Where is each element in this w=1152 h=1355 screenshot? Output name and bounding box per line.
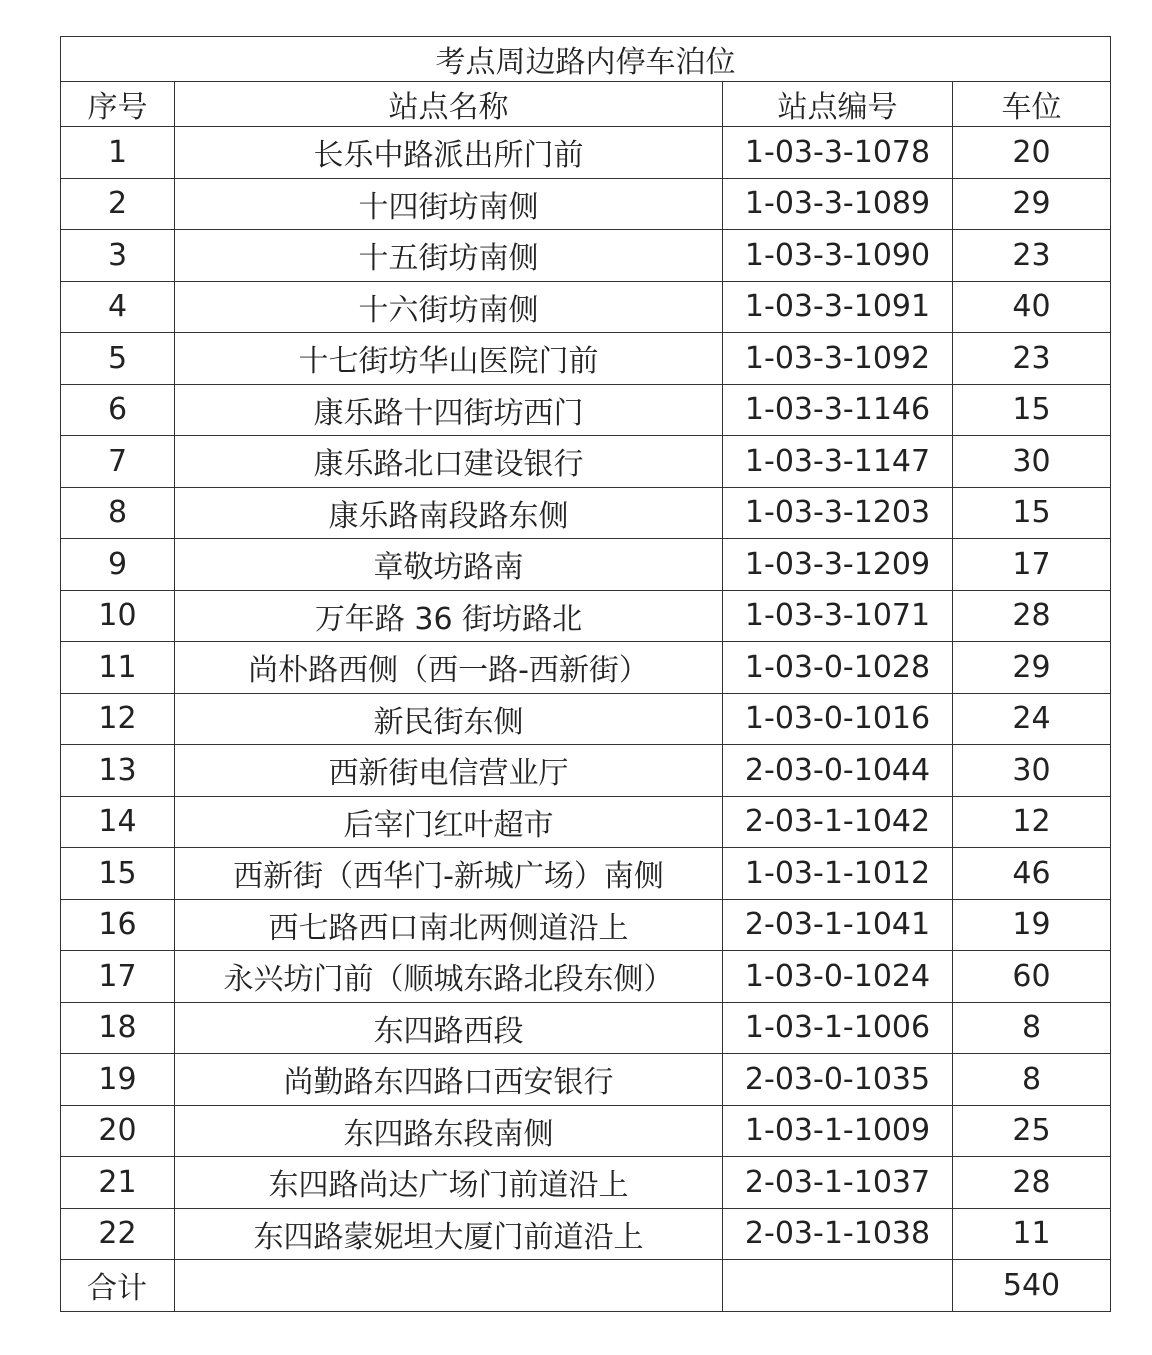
cell-index: 11 xyxy=(61,642,175,694)
table-row xyxy=(61,796,1111,848)
cell-slots: 8 xyxy=(953,1054,1111,1106)
table-title: 考点周边路内停车泊位 xyxy=(61,37,1111,82)
table-row xyxy=(61,281,1111,333)
table-row xyxy=(61,1208,1111,1260)
cell-station-name: 康乐路北口建设银行 xyxy=(175,436,723,488)
table-row xyxy=(61,1054,1111,1106)
cell-station-code: 1-03-3-1092 xyxy=(723,333,953,385)
cell-station-code: 1-03-0-1024 xyxy=(723,951,953,1003)
cell-index: 9 xyxy=(61,539,175,591)
cell-station-code: 1-03-1-1012 xyxy=(723,848,953,900)
cell-station-code: 1-03-0-1028 xyxy=(723,642,953,694)
cell-station-name: 万年路 36 街坊路北 xyxy=(175,590,723,642)
cell-station-name: 新民街东侧 xyxy=(175,693,723,745)
cell-slots: 60 xyxy=(953,951,1111,1003)
table-row xyxy=(61,848,1111,900)
cell-index: 8 xyxy=(61,487,175,539)
cell-station-name: 西七路西口南北两侧道沿上 xyxy=(175,899,723,951)
cell-index: 3 xyxy=(61,230,175,282)
cell-index: 2 xyxy=(61,178,175,230)
cell-station-code: 1-03-3-1089 xyxy=(723,178,953,230)
cell-index: 1 xyxy=(61,127,175,179)
cell-station-code: 1-03-3-1209 xyxy=(723,539,953,591)
cell-station-name: 尚朴路西侧（西一路-西新街） xyxy=(175,642,723,694)
cell-slots: 19 xyxy=(953,899,1111,951)
cell-slots: 46 xyxy=(953,848,1111,900)
cell-slots: 24 xyxy=(953,693,1111,745)
cell-station-name: 十七街坊华山医院门前 xyxy=(175,333,723,385)
cell-slots: 29 xyxy=(953,178,1111,230)
cell-index: 22 xyxy=(61,1208,175,1260)
cell-station-code: 1-03-1-1009 xyxy=(723,1105,953,1157)
cell-station-name: 十五街坊南侧 xyxy=(175,230,723,282)
header-slots: 车位 xyxy=(953,82,1111,127)
cell-index: 6 xyxy=(61,384,175,436)
cell-station-code: 1-03-3-1078 xyxy=(723,127,953,179)
table-header-row xyxy=(61,82,1111,127)
cell-station-name: 十六街坊南侧 xyxy=(175,281,723,333)
cell-slots: 28 xyxy=(953,1157,1111,1209)
table-row xyxy=(61,1157,1111,1209)
cell-station-code: 1-03-3-1147 xyxy=(723,436,953,488)
cell-index: 17 xyxy=(61,951,175,1003)
cell-station-name: 长乐中路派出所门前 xyxy=(175,127,723,179)
cell-index: 15 xyxy=(61,848,175,900)
cell-station-name: 东四路尚达广场门前道沿上 xyxy=(175,1157,723,1209)
table-row xyxy=(61,436,1111,488)
cell-station-code: 1-03-3-1090 xyxy=(723,230,953,282)
cell-index: 4 xyxy=(61,281,175,333)
cell-station-code: 2-03-1-1038 xyxy=(723,1208,953,1260)
cell-slots: 40 xyxy=(953,281,1111,333)
total-row xyxy=(61,1260,1111,1312)
cell-slots: 15 xyxy=(953,384,1111,436)
table-row xyxy=(61,230,1111,282)
table-body xyxy=(61,127,1111,1260)
table-row xyxy=(61,127,1111,179)
total-slots: 540 xyxy=(953,1260,1111,1312)
table-row xyxy=(61,1105,1111,1157)
cell-station-name: 十四街坊南侧 xyxy=(175,178,723,230)
table-row xyxy=(61,590,1111,642)
cell-slots: 8 xyxy=(953,1002,1111,1054)
cell-station-code: 1-03-3-1203 xyxy=(723,487,953,539)
cell-station-code: 2-03-0-1035 xyxy=(723,1054,953,1106)
cell-slots: 23 xyxy=(953,333,1111,385)
cell-station-code: 1-03-3-1091 xyxy=(723,281,953,333)
cell-station-name: 西新街（西华门-新城广场）南侧 xyxy=(175,848,723,900)
table-row xyxy=(61,899,1111,951)
table-row xyxy=(61,333,1111,385)
cell-index: 18 xyxy=(61,1002,175,1054)
cell-slots: 15 xyxy=(953,487,1111,539)
cell-station-code: 2-03-1-1037 xyxy=(723,1157,953,1209)
cell-station-name: 东四路西段 xyxy=(175,1002,723,1054)
cell-station-name: 章敬坊路南 xyxy=(175,539,723,591)
cell-slots: 30 xyxy=(953,436,1111,488)
cell-slots: 25 xyxy=(953,1105,1111,1157)
cell-station-name: 康乐路十四街坊西门 xyxy=(175,384,723,436)
cell-index: 7 xyxy=(61,436,175,488)
cell-station-name: 后宰门红叶超市 xyxy=(175,796,723,848)
cell-slots: 28 xyxy=(953,590,1111,642)
parking-table xyxy=(60,36,1111,1312)
cell-index: 12 xyxy=(61,693,175,745)
cell-station-name: 尚勤路东四路口西安银行 xyxy=(175,1054,723,1106)
table-row xyxy=(61,951,1111,1003)
table-row xyxy=(61,487,1111,539)
cell-index: 14 xyxy=(61,796,175,848)
cell-slots: 23 xyxy=(953,230,1111,282)
cell-station-code: 2-03-1-1042 xyxy=(723,796,953,848)
table-row xyxy=(61,178,1111,230)
cell-index: 5 xyxy=(61,333,175,385)
header-code: 站点编号 xyxy=(723,82,953,127)
cell-index: 20 xyxy=(61,1105,175,1157)
table-row xyxy=(61,539,1111,591)
cell-station-name: 东四路东段南侧 xyxy=(175,1105,723,1157)
cell-slots: 20 xyxy=(953,127,1111,179)
table-row xyxy=(61,384,1111,436)
total-code xyxy=(723,1260,953,1312)
cell-station-code: 1-03-3-1071 xyxy=(723,590,953,642)
header-name: 站点名称 xyxy=(175,82,723,127)
cell-index: 19 xyxy=(61,1054,175,1106)
cell-station-code: 1-03-1-1006 xyxy=(723,1002,953,1054)
cell-station-name: 康乐路南段路东侧 xyxy=(175,487,723,539)
cell-slots: 29 xyxy=(953,642,1111,694)
cell-slots: 11 xyxy=(953,1208,1111,1260)
cell-index: 16 xyxy=(61,899,175,951)
cell-station-code: 2-03-0-1044 xyxy=(723,745,953,797)
cell-station-code: 1-03-3-1146 xyxy=(723,384,953,436)
cell-slots: 12 xyxy=(953,796,1111,848)
cell-index: 10 xyxy=(61,590,175,642)
total-name xyxy=(175,1260,723,1312)
table-title-row xyxy=(61,37,1111,82)
cell-station-code: 1-03-0-1016 xyxy=(723,693,953,745)
table-row xyxy=(61,693,1111,745)
total-label: 合计 xyxy=(61,1260,175,1312)
cell-index: 21 xyxy=(61,1157,175,1209)
cell-station-code: 2-03-1-1041 xyxy=(723,899,953,951)
cell-station-name: 永兴坊门前（顺城东路北段东侧） xyxy=(175,951,723,1003)
table-row xyxy=(61,642,1111,694)
table-row xyxy=(61,1002,1111,1054)
cell-station-name: 东四路蒙妮坦大厦门前道沿上 xyxy=(175,1208,723,1260)
header-index: 序号 xyxy=(61,82,175,127)
cell-slots: 17 xyxy=(953,539,1111,591)
cell-station-name: 西新街电信营业厅 xyxy=(175,745,723,797)
table-row xyxy=(61,745,1111,797)
cell-index: 13 xyxy=(61,745,175,797)
cell-slots: 30 xyxy=(953,745,1111,797)
